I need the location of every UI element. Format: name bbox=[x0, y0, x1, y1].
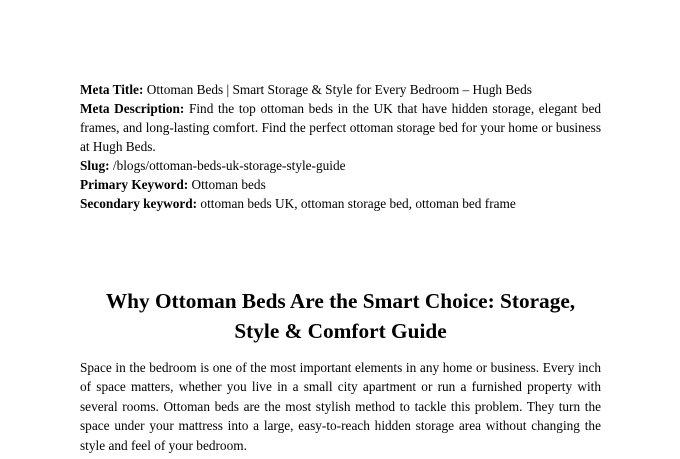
meta-description-line bbox=[80, 99, 601, 156]
meta-title-line bbox=[80, 80, 601, 99]
primary-keyword-value: Ottoman beds bbox=[188, 177, 266, 192]
article-heading-line-1: Why Ottoman Beds Are the Smart Choice: Storage, bbox=[105, 289, 576, 313]
slug-line bbox=[80, 156, 601, 175]
primary-keyword-line bbox=[80, 175, 601, 194]
slug-value: /blogs/ottoman-beds-uk-storage-style-guide bbox=[109, 158, 346, 173]
secondary-keyword-line bbox=[80, 194, 601, 213]
seo-meta-block bbox=[80, 80, 601, 213]
primary-keyword-label: Primary Keyword: bbox=[80, 177, 189, 192]
meta-title-value: Ottoman Beds | Smart Storage & Style for Every Bedroom – Hugh Beds bbox=[143, 82, 532, 97]
secondary-keyword-label: Secondary keyword: bbox=[80, 196, 198, 211]
intro-paragraph: Space in the bedroom is one of the most important elements in any home or business. Every inch of space matters, whether you live in a small city apartment or run a furnished property with several rooms. Ottoman beds are the most stylish method to tackle this problem. They turn the space under your mattress into a large, easy-to-reach hidden storage area without changing the style and feel of your bedroom. bbox=[80, 360, 601, 453]
article-heading bbox=[80, 286, 601, 346]
document-page bbox=[80, 0, 601, 459]
article-heading-line-2: Style & Comfort Guide bbox=[234, 319, 447, 343]
meta-title-label: Meta Title: bbox=[80, 82, 144, 97]
secondary-keyword-value: ottoman beds UK, ottoman storage bed, ottoman bed frame bbox=[197, 196, 516, 211]
meta-description-label: Meta Description: bbox=[80, 101, 185, 116]
slug-label: Slug: bbox=[80, 158, 110, 173]
meta-description-value: Find the top ottoman beds in the UK that have hidden storage, elegant bed frames, and long-lasting comfort. Find the perfect ottoman storage bed for your home or business at Hugh Beds. bbox=[80, 101, 601, 154]
